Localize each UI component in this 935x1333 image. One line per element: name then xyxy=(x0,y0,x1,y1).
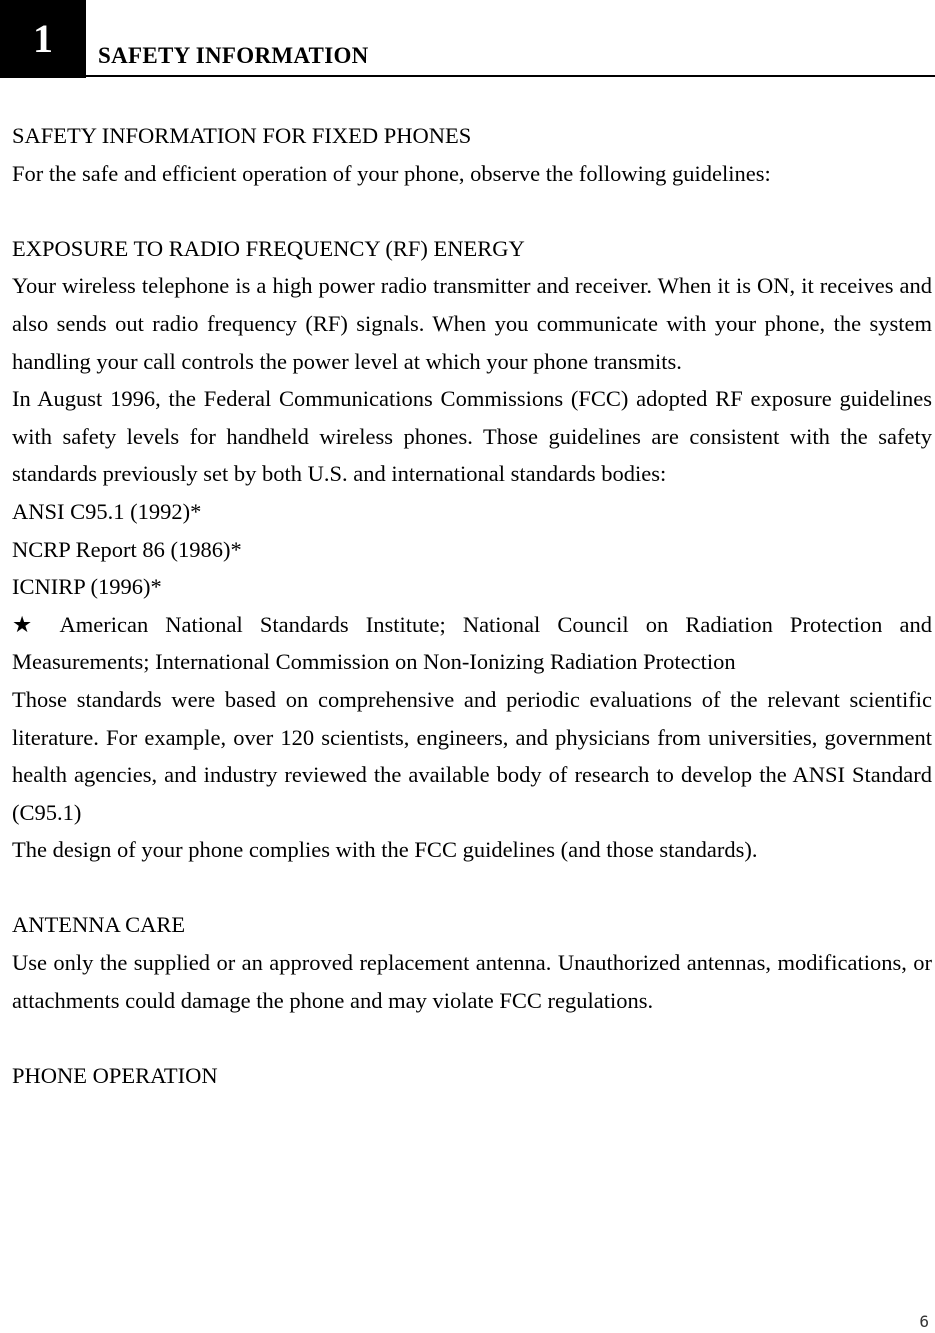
chapter-divider xyxy=(86,75,935,77)
rf-exposure-paragraph-2: In August 1996, the Federal Communications Commissions (FCC) adopted RF exposure guidelines with safety levels for handheld wireless phones. Those guidelines are consistent with the safety standards previously set by both U.S. and international standards bodies: xyxy=(12,386,932,487)
rf-exposure-paragraph-3: Those standards were based on comprehensive and periodic evaluations of the relevant scientific literature. For example, over 120 scientists, engineers, and physicians from universities, government health agencies, and industry reviewed the available body of research to develop the ANSI Standard (C95.1) xyxy=(12,686,932,825)
chapter-header xyxy=(0,0,935,78)
section-heading-rf-exposure: EXPOSURE TO RADIO FREQUENCY (RF) ENERGY xyxy=(12,235,525,261)
chapter-title: SAFETY INFORMATION xyxy=(98,43,369,68)
standards-footnote: ★ American National Standards Institute; National Council on Radiation Protection and Measurements; International Commission on Non-Ionizing Radiation Protection xyxy=(12,611,932,675)
spacer xyxy=(12,192,932,230)
section-heading-fixed-phones: SAFETY INFORMATION FOR FIXED PHONES xyxy=(12,123,472,148)
spacer xyxy=(12,869,932,907)
chapter-number-box: 1 xyxy=(0,0,86,78)
section-heading-antenna-care: ANTENNA CARE xyxy=(12,912,186,938)
document-body xyxy=(12,117,932,1094)
fixed-phones-intro: For the safe and efficient operation of your phone, observe the following guidelines: xyxy=(12,160,771,186)
standard-item-icnirp: ICNIRP (1996)* xyxy=(12,574,162,600)
standard-item-ansi: ANSI C95.1 (1992)* xyxy=(12,498,202,524)
section-heading-phone-operation: PHONE OPERATION xyxy=(12,1062,218,1088)
spacer xyxy=(12,1019,932,1057)
antenna-care-body: Use only the supplied or an approved replacement antenna. Unauthorized antennas, modifications, or attachments could damage the phone and may violate FCC regulations. xyxy=(12,950,932,1013)
standard-item-ncrp: NCRP Report 86 (1986)* xyxy=(12,536,242,562)
page-number: 6 xyxy=(919,1312,929,1331)
rf-exposure-paragraph-4: The design of your phone complies with the FCC guidelines (and those standards). xyxy=(12,837,758,863)
rf-exposure-paragraph-1: Your wireless telephone is a high power radio transmitter and receiver. When it is ON, it receives and also sends out radio frequency (RF) signals. When you communicate with your phone, the system handling your call controls the power level at which your phone transmits. xyxy=(12,273,932,374)
